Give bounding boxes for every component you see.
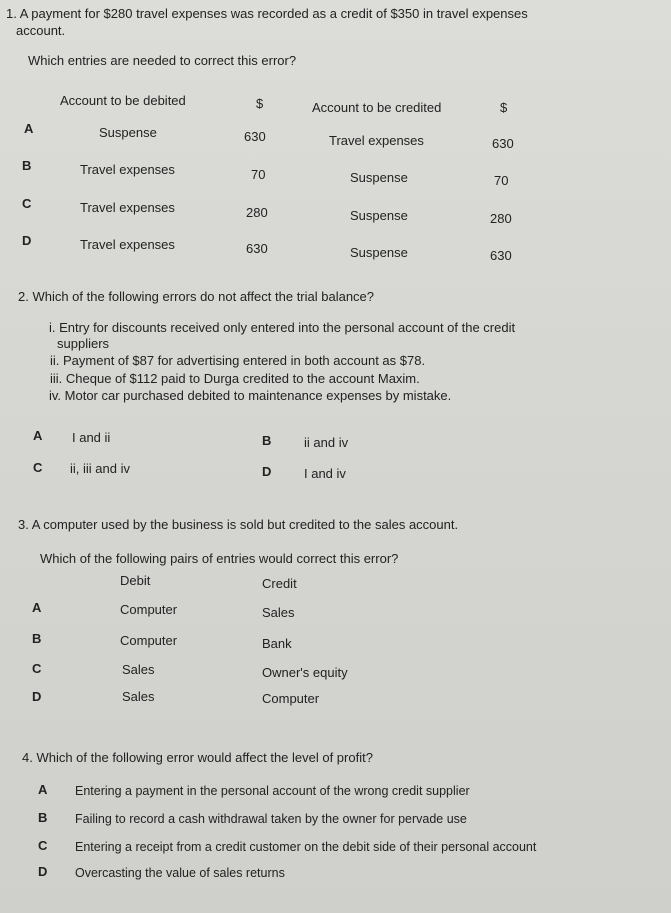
q2-option-b-letter[interactable]: B <box>262 433 272 448</box>
q3-sub-question: Which of the following pairs of entries would correct this error? <box>40 551 399 566</box>
q3-header-credit: Credit <box>262 576 297 591</box>
q4-option-a-text: Entering a payment in the personal account of the wrong credit supplier <box>75 784 470 798</box>
q3-option-b-letter[interactable]: B <box>32 631 42 646</box>
q2-option-d-letter[interactable]: D <box>262 464 272 479</box>
q3-option-c-debit: Sales <box>122 662 155 677</box>
q3-option-c-letter[interactable]: C <box>32 661 42 676</box>
q1-option-d-debit-amount: 630 <box>246 241 268 256</box>
q1-option-a-credit-amount: 630 <box>492 136 514 151</box>
q1-header-dollar-credit: $ <box>500 100 508 115</box>
q1-option-b-credit: Suspense <box>350 170 408 185</box>
q3-option-b-credit: Bank <box>262 636 292 651</box>
q2-option-d-text: I and iv <box>304 466 346 481</box>
q2-item-i: i. Entry for discounts received only entered into the personal account of the credit <box>49 320 516 335</box>
q1-option-b-letter[interactable]: B <box>22 158 32 173</box>
q4-question: 4. Which of the following error would affect the level of profit? <box>22 750 373 765</box>
q4-option-c-text: Entering a receipt from a credit customer on the debit side of their personal account <box>75 840 537 854</box>
q2-item-i-cont: suppliers <box>57 336 110 351</box>
q3-option-d-letter[interactable]: D <box>32 689 42 704</box>
q2-option-a-letter[interactable]: A <box>33 428 43 443</box>
q3-header-debit: Debit <box>120 573 151 588</box>
q1-option-d-credit-amount: 630 <box>490 248 512 263</box>
q1-option-a-debit: Suspense <box>99 125 157 140</box>
q4-option-d-text: Overcasting the value of sales returns <box>75 866 285 880</box>
q1-option-b-credit-amount: 70 <box>494 173 509 188</box>
q1-header-dollar-debit: $ <box>256 96 264 111</box>
q1-option-d-credit: Suspense <box>350 245 408 260</box>
q4-option-b-letter[interactable]: B <box>38 810 48 825</box>
q3-option-a-letter[interactable]: A <box>32 600 42 615</box>
q2-option-b-text: ii and iv <box>304 435 349 450</box>
q2-item-iv: iv. Motor car purchased debited to maintenance expenses by mistake. <box>49 388 452 403</box>
q2-option-a-text: I and ii <box>72 430 111 445</box>
q3-question: 3. A computer used by the business is sold but credited to the sales account. <box>18 517 459 532</box>
q4-option-d-letter[interactable]: D <box>38 864 48 879</box>
q1-option-a-credit: Travel expenses <box>329 133 424 148</box>
q3-option-d-debit: Sales <box>122 689 155 704</box>
q1-text-line2: account. <box>16 23 66 38</box>
q4-option-b-text: Failing to record a cash withdrawal taken by the owner for pervade use <box>75 812 467 826</box>
q1-option-c-debit: Travel expenses <box>80 200 175 215</box>
q2-item-ii: ii. Payment of $87 for advertising entered in both account as $78. <box>50 353 426 368</box>
q1-text-line1: 1. A payment for $280 travel expenses was recorded as a credit of $350 in travel expenses <box>6 6 528 21</box>
q1-option-b-debit: Travel expenses <box>80 162 175 177</box>
q2-item-iii: iii. Cheque of $112 paid to Durga credited to the account Maxim. <box>50 371 420 386</box>
q3-option-a-debit: Computer <box>120 602 178 617</box>
q2-question: 2. Which of the following errors do not affect the trial balance? <box>18 289 375 304</box>
q4-option-a-letter[interactable]: A <box>38 782 48 797</box>
q1-option-c-letter[interactable]: C <box>22 196 32 211</box>
q1-option-d-debit: Travel expenses <box>80 237 175 252</box>
q1-option-a-debit-amount: 630 <box>244 129 266 144</box>
q1-option-d-letter[interactable]: D <box>22 233 32 248</box>
q3-option-a-credit: Sales <box>262 605 295 620</box>
q3-option-d-credit: Computer <box>262 691 320 706</box>
q1-header-credited: Account to be credited <box>312 100 442 115</box>
q1-option-c-credit: Suspense <box>350 208 408 223</box>
q3-option-c-credit: Owner's equity <box>262 665 348 680</box>
q1-option-a-letter[interactable]: A <box>24 121 34 136</box>
q1-option-c-debit-amount: 280 <box>246 205 268 220</box>
q2-option-c-letter[interactable]: C <box>33 460 43 475</box>
q2-option-c-text: ii, iii and iv <box>70 461 130 476</box>
q4-option-c-letter[interactable]: C <box>38 838 48 853</box>
q1-header-debited: Account to be debited <box>60 93 186 108</box>
q1-option-b-debit-amount: 70 <box>251 167 266 182</box>
q1-option-c-credit-amount: 280 <box>490 211 512 226</box>
q1-question: Which entries are needed to correct this error? <box>28 53 297 68</box>
q3-option-b-debit: Computer <box>120 633 178 648</box>
